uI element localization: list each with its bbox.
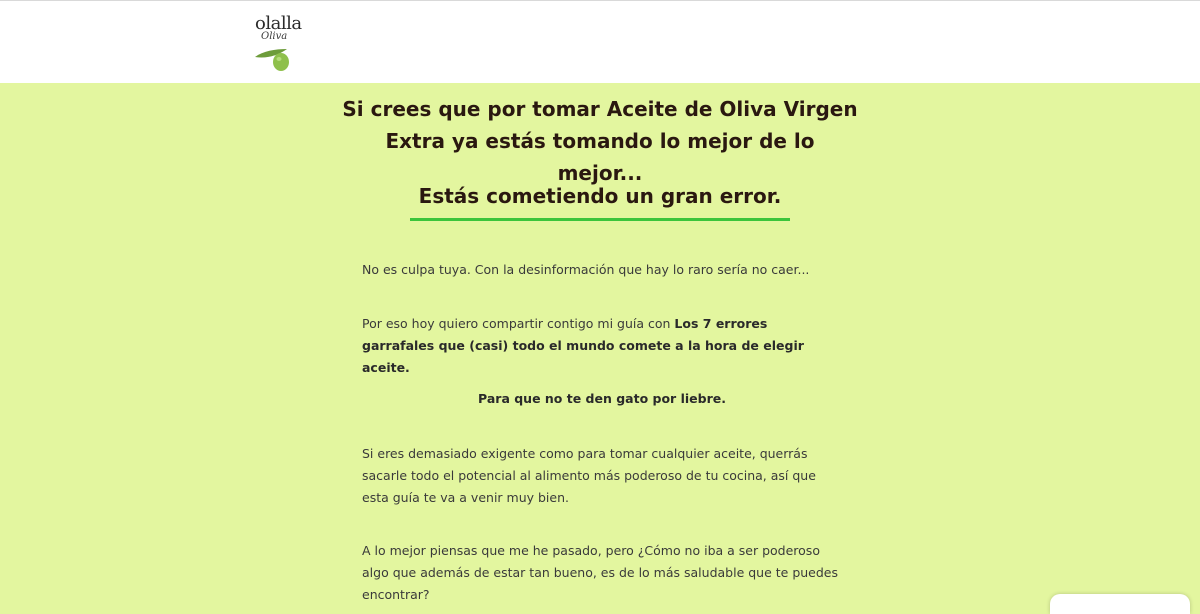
headline-underline	[410, 218, 790, 221]
paragraph-poderoso: A lo mejor piensas que me he pasado, pero ¿Cómo no iba a ser poderoso algo que además de estar tan bueno, es de lo más saludable que te puedes encontrar?	[362, 543, 839, 602]
page-headline: Si crees que por tomar Aceite de Oliva Virgen Extra ya estás tomando lo mejor de lo mejor...	[342, 97, 858, 185]
paragraph-guide-bold: Los 7 errores garrafales que (casi) todo el mundo comete a la hora de elegir aceite.	[362, 316, 804, 375]
olive-leaf-icon	[253, 43, 293, 73]
main-content	[0, 83, 1200, 600]
site-header	[0, 0, 1200, 83]
paragraph-intro: No es culpa tuya. Con la desinformación que hay lo raro sería no caer...	[362, 262, 810, 277]
logo-wordmark: olalla	[255, 13, 302, 34]
olalla-oliva-logo[interactable]	[253, 13, 303, 73]
page-subheadline: Estás cometiendo un gran error.	[418, 184, 782, 208]
logo-subtitle: Oliva	[261, 31, 288, 42]
paragraph-guide-text: Por eso hoy quiero compartir contigo mi guía con	[362, 316, 675, 331]
paragraph-exigente: Si eres demasiado exigente como para tomar cualquier aceite, querrás sacarle todo el potencial al alimento más poderoso de tu cocina, así que esta guía te va a venir muy bien.	[362, 446, 816, 505]
chat-widget-button[interactable]	[1050, 594, 1190, 614]
paragraph-guide	[362, 313, 842, 379]
paragraph-tagline: Para que no te den gato por liebre.	[478, 391, 726, 406]
